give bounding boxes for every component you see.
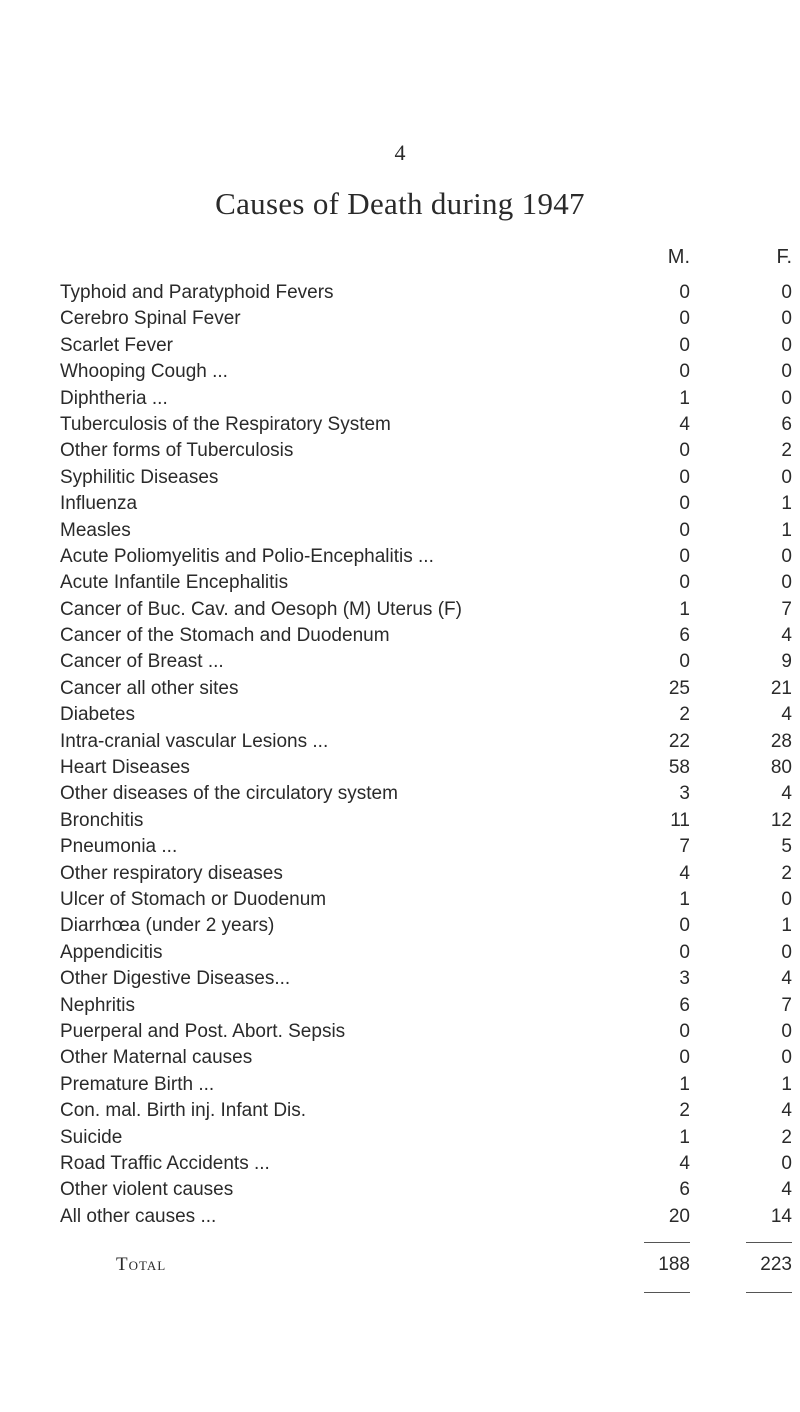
female-count: 4 (781, 1100, 792, 1122)
female-count: 7 (781, 994, 792, 1016)
table-row (0, 306, 800, 332)
female-count: 12 (770, 809, 792, 831)
cause-name: Other respiratory diseases (60, 861, 592, 887)
male-count: 0 (679, 361, 690, 383)
total-rule-male-bottom (644, 1292, 690, 1293)
table-row (0, 781, 800, 807)
female-count: 0 (781, 572, 792, 594)
female-count: 0 (781, 545, 792, 567)
table-row (0, 465, 800, 491)
page-title: Causes of Death during 1947 (215, 186, 585, 221)
female-count: 2 (781, 862, 792, 884)
female-count: 1 (781, 493, 792, 515)
cause-name: Diphtheria ... (60, 386, 592, 412)
male-count: 0 (679, 941, 690, 963)
cause-name: Diarrhœa (under 2 years) (60, 913, 592, 939)
causes-table (0, 280, 800, 1230)
female-count: 80 (770, 757, 792, 779)
cause-name: Cancer of the Stomach and Duodenum (60, 623, 592, 649)
table-row (0, 1204, 800, 1230)
female-count: 0 (781, 1020, 792, 1042)
male-count: 4 (679, 862, 690, 884)
cause-name: Premature Birth ... (60, 1072, 592, 1098)
female-count: 0 (781, 1047, 792, 1069)
cause-name: Acute Infantile Encephalitis (60, 570, 592, 596)
male-count: 6 (679, 994, 690, 1016)
table-row (0, 623, 800, 649)
male-count: 3 (679, 968, 690, 990)
cause-name: Scarlet Fever (60, 333, 592, 359)
table-row (0, 359, 800, 385)
cause-name: Measles (60, 518, 592, 544)
female-count: 1 (781, 1073, 792, 1095)
female-count: 7 (781, 598, 792, 620)
female-count: 4 (781, 1179, 792, 1201)
female-count: 2 (781, 440, 792, 462)
total-rule-male-top (644, 1242, 690, 1243)
male-count: 1 (679, 598, 690, 620)
cause-name: Cancer of Buc. Cav. and Oesoph (M) Uterus (F) (60, 597, 592, 623)
cause-name: Appendicitis (60, 940, 592, 966)
male-count: 2 (679, 1100, 690, 1122)
male-count: 4 (679, 1152, 690, 1174)
female-count: 0 (781, 387, 792, 409)
female-count: 0 (781, 941, 792, 963)
male-count: 2 (679, 704, 690, 726)
cause-name: Con. mal. Birth inj. Infant Dis. (60, 1098, 592, 1124)
table-row (0, 808, 800, 834)
cause-name: Cancer all other sites (60, 676, 592, 702)
cause-name: Whooping Cough ... (60, 359, 592, 385)
table-row (0, 729, 800, 755)
cause-name: Intra-cranial vascular Lesions ... (60, 729, 592, 755)
male-count: 22 (668, 730, 690, 752)
cause-name: Other violent causes (60, 1177, 592, 1203)
female-count: 4 (781, 968, 792, 990)
total-label: Total (116, 1254, 592, 1276)
male-count: 58 (668, 757, 690, 779)
female-count: 0 (781, 308, 792, 330)
table-row (0, 491, 800, 517)
table-row (0, 1045, 800, 1071)
cause-name: All other causes ... (60, 1204, 592, 1230)
total-male: 188 (658, 1254, 690, 1275)
cause-name: Puerperal and Post. Abort. Sepsis (60, 1019, 592, 1045)
page-number: 4 (394, 140, 406, 165)
table-row (0, 280, 800, 306)
table-row (0, 993, 800, 1019)
table-row (0, 1125, 800, 1151)
male-count: 4 (679, 413, 690, 435)
cause-name: Nephritis (60, 993, 592, 1019)
female-count: 0 (781, 466, 792, 488)
table-row (0, 438, 800, 464)
table-row (0, 333, 800, 359)
male-count: 20 (668, 1205, 690, 1227)
male-count: 0 (679, 308, 690, 330)
female-count: 0 (781, 1152, 792, 1174)
cause-name: Heart Diseases (60, 755, 592, 781)
table-row (0, 1019, 800, 1045)
male-count: 1 (679, 888, 690, 910)
male-count: 1 (679, 1073, 690, 1095)
cause-name: Cerebro Spinal Fever (60, 306, 592, 332)
male-count: 25 (668, 677, 690, 699)
cause-name: Typhoid and Paratyphoid Fevers (60, 280, 592, 306)
cause-name: Road Traffic Accidents ... (60, 1151, 592, 1177)
male-count: 0 (679, 466, 690, 488)
table-row (0, 649, 800, 675)
male-count: 0 (679, 334, 690, 356)
female-count: 5 (781, 836, 792, 858)
female-count: 2 (781, 1126, 792, 1148)
female-count: 0 (781, 361, 792, 383)
total-leader-dots: ... ... ... ... ... ... ... ... ... ... ... (236, 1254, 592, 1275)
male-count: 0 (679, 651, 690, 673)
male-count: 0 (679, 1047, 690, 1069)
male-count: 0 (679, 282, 690, 303)
female-count: 1 (781, 519, 792, 541)
male-count: 0 (679, 572, 690, 594)
female-count: 28 (770, 730, 792, 752)
female-count: 14 (770, 1205, 792, 1227)
cause-name: Other Digestive Diseases... (60, 966, 592, 992)
table-row (0, 544, 800, 570)
table-row (0, 940, 800, 966)
male-count: 0 (679, 1020, 690, 1042)
total-female: 223 (760, 1254, 792, 1275)
male-count: 6 (679, 625, 690, 647)
female-count: 21 (770, 677, 792, 699)
total-rule-female-bottom (746, 1292, 792, 1293)
cause-name: Acute Poliomyelitis and Polio-Encephalitis ... (60, 544, 592, 570)
cause-name: Suicide (60, 1125, 592, 1151)
table-row (0, 676, 800, 702)
male-count: 3 (679, 783, 690, 805)
cause-name: Influenza (60, 491, 592, 517)
male-count: 11 (670, 809, 690, 831)
table-row (0, 412, 800, 438)
cause-name: Cancer of Breast ... (60, 649, 592, 675)
table-row (0, 834, 800, 860)
female-count: 0 (781, 888, 792, 910)
cause-name: Other forms of Tuberculosis (60, 438, 592, 464)
female-count: 0 (781, 282, 792, 303)
female-count: 1 (781, 915, 792, 937)
male-count: 7 (679, 836, 690, 858)
table-row (0, 1072, 800, 1098)
male-count: 0 (679, 519, 690, 541)
table-row (0, 597, 800, 623)
table-row (0, 386, 800, 412)
female-count: 4 (781, 625, 792, 647)
table-row (0, 570, 800, 596)
table-row (0, 518, 800, 544)
total-rule-female-top (746, 1242, 792, 1243)
cause-name: Tuberculosis of the Respiratory System (60, 412, 592, 438)
female-count: 4 (781, 783, 792, 805)
total-row (0, 1242, 800, 1296)
female-count: 0 (781, 334, 792, 356)
table-row (0, 1151, 800, 1177)
table-row (0, 1177, 800, 1203)
male-count: 6 (679, 1179, 690, 1201)
cause-name: Other Maternal causes (60, 1045, 592, 1071)
table-row (0, 887, 800, 913)
column-header-male: M. (667, 246, 690, 268)
male-count: 0 (679, 915, 690, 937)
table-row (0, 1098, 800, 1124)
male-count: 1 (679, 387, 690, 409)
female-count: 6 (781, 413, 792, 435)
table-row (0, 913, 800, 939)
cause-name: Diabetes (60, 702, 592, 728)
cause-name: Bronchitis (60, 808, 592, 834)
column-header-female: F. (776, 246, 792, 268)
male-count: 1 (679, 1126, 690, 1148)
male-count: 0 (679, 545, 690, 567)
table-row (0, 966, 800, 992)
cause-name: Ulcer of Stomach or Duodenum (60, 887, 592, 913)
table-row (0, 861, 800, 887)
cause-name: Syphilitic Diseases (60, 465, 592, 491)
table-row (0, 702, 800, 728)
male-count: 0 (679, 493, 690, 515)
table-row (0, 755, 800, 781)
female-count: 4 (781, 704, 792, 726)
cause-name: Pneumonia ... (60, 834, 592, 860)
cause-name: Other diseases of the circulatory system (60, 781, 592, 807)
male-count: 0 (679, 440, 690, 462)
female-count: 9 (781, 651, 792, 673)
